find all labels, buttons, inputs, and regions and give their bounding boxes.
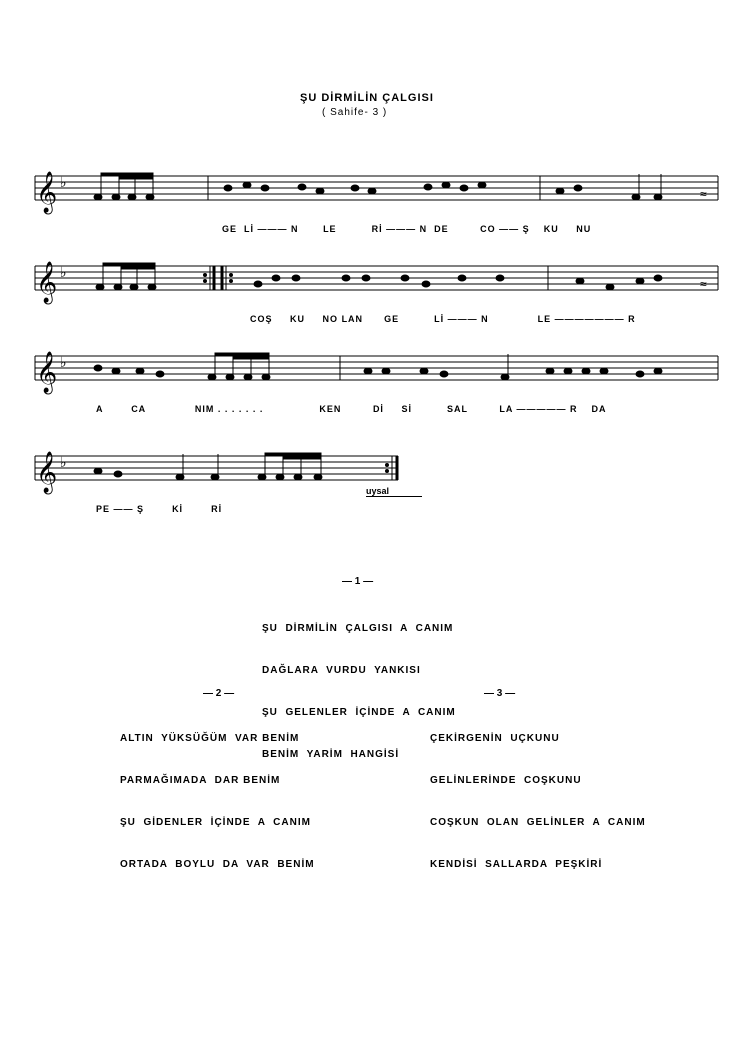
flat-icon: ♭	[60, 265, 67, 281]
verse-line: ŞU DİRMİLİN ÇALGISI A CANIM	[262, 623, 454, 634]
lyric: KEN	[319, 404, 342, 414]
lyric: R	[570, 404, 578, 414]
lyric: Lİ	[244, 224, 255, 234]
lyric: CO	[480, 224, 496, 234]
staff-2	[0, 250, 750, 310]
lyric: NIM . . . . . . .	[194, 404, 264, 414]
song-title: ŞU DİRMİLİN ÇALGISI	[300, 92, 434, 104]
lyric: Dİ	[372, 404, 384, 414]
treble-clef-icon: 𝄞	[36, 172, 58, 213]
treble-clef-icon: 𝄞	[36, 352, 58, 393]
verse-2	[120, 704, 315, 886]
rest-icon: ≈	[700, 187, 707, 201]
rest-icon: ≈	[700, 277, 707, 291]
treble-clef-icon: 𝄞	[36, 452, 58, 493]
lyric: GE	[384, 314, 400, 324]
composer-signature: uysal	[366, 486, 422, 497]
flat-icon: ♭	[60, 175, 67, 191]
lyric: SAL	[446, 404, 468, 414]
lyric: R	[628, 314, 636, 324]
lyric: Lİ	[434, 314, 445, 324]
lyric: LAN	[341, 314, 364, 324]
verse-line: COŞKUN OLAN GELİNLER A CANIM	[430, 817, 646, 828]
lyric: LE	[323, 224, 337, 234]
verse-number: — 1 —	[342, 576, 374, 587]
lyric: PE	[96, 504, 111, 514]
lyric: KU	[543, 224, 559, 234]
verse-line: DAĞLARA VURDU YANKISI	[262, 665, 421, 676]
lyric: Sİ	[401, 404, 412, 414]
flat-icon: ♭	[60, 455, 67, 471]
lyric: N	[291, 224, 299, 234]
lyric: Kİ	[172, 504, 184, 514]
lyric: N	[419, 224, 428, 234]
lyric: NO	[322, 314, 339, 324]
lyric: DA	[591, 404, 607, 414]
lyric: Rİ	[371, 224, 383, 234]
verse-number: — 3 —	[484, 688, 516, 699]
verse-line: ŞU GELENLER İÇİNDE A CANIM	[262, 707, 456, 718]
lyric: NU	[576, 224, 592, 234]
lyric: GE	[222, 224, 238, 234]
page-subtitle: ( Sahife- 3 )	[322, 107, 388, 118]
verse-3	[430, 704, 646, 886]
staff-3	[0, 340, 750, 400]
verse-line: PARMAĞIMADA DAR BENİM	[120, 775, 281, 786]
staff-1	[0, 160, 750, 220]
lyric: DE	[434, 224, 449, 234]
lyric: N	[481, 314, 489, 324]
lyric: LA	[499, 404, 514, 414]
verse-line: ŞU GİDENLER İÇİNDE A CANIM	[120, 817, 311, 828]
verse-line: ÇEKİRGENİN UÇKUNU	[430, 733, 560, 744]
verse-line: KENDİSİ SALLARDA PEŞKİRİ	[430, 859, 603, 870]
verse-line: GELİNLERİNDE COŞKUNU	[430, 775, 582, 786]
lyric: Ş	[137, 504, 145, 514]
lyric: KU	[290, 314, 306, 324]
lyric: COŞ	[250, 314, 273, 324]
lyric: Ş	[522, 224, 530, 234]
verse-line: ALTIN YÜKSÜĞÜM VAR BENİM	[120, 733, 300, 744]
lyric: CA	[131, 404, 146, 414]
lyric: Rİ	[211, 504, 223, 514]
flat-icon: ♭	[60, 355, 67, 371]
treble-clef-icon: 𝄞	[36, 262, 58, 303]
verse-line: BENİM YARİM HANGİSİ	[262, 749, 400, 760]
verse-number: — 2 —	[203, 688, 235, 699]
lyric: A	[96, 404, 104, 414]
verse-line: ORTADA BOYLU DA VAR BENİM	[120, 859, 315, 870]
lyric: LE	[537, 314, 552, 324]
